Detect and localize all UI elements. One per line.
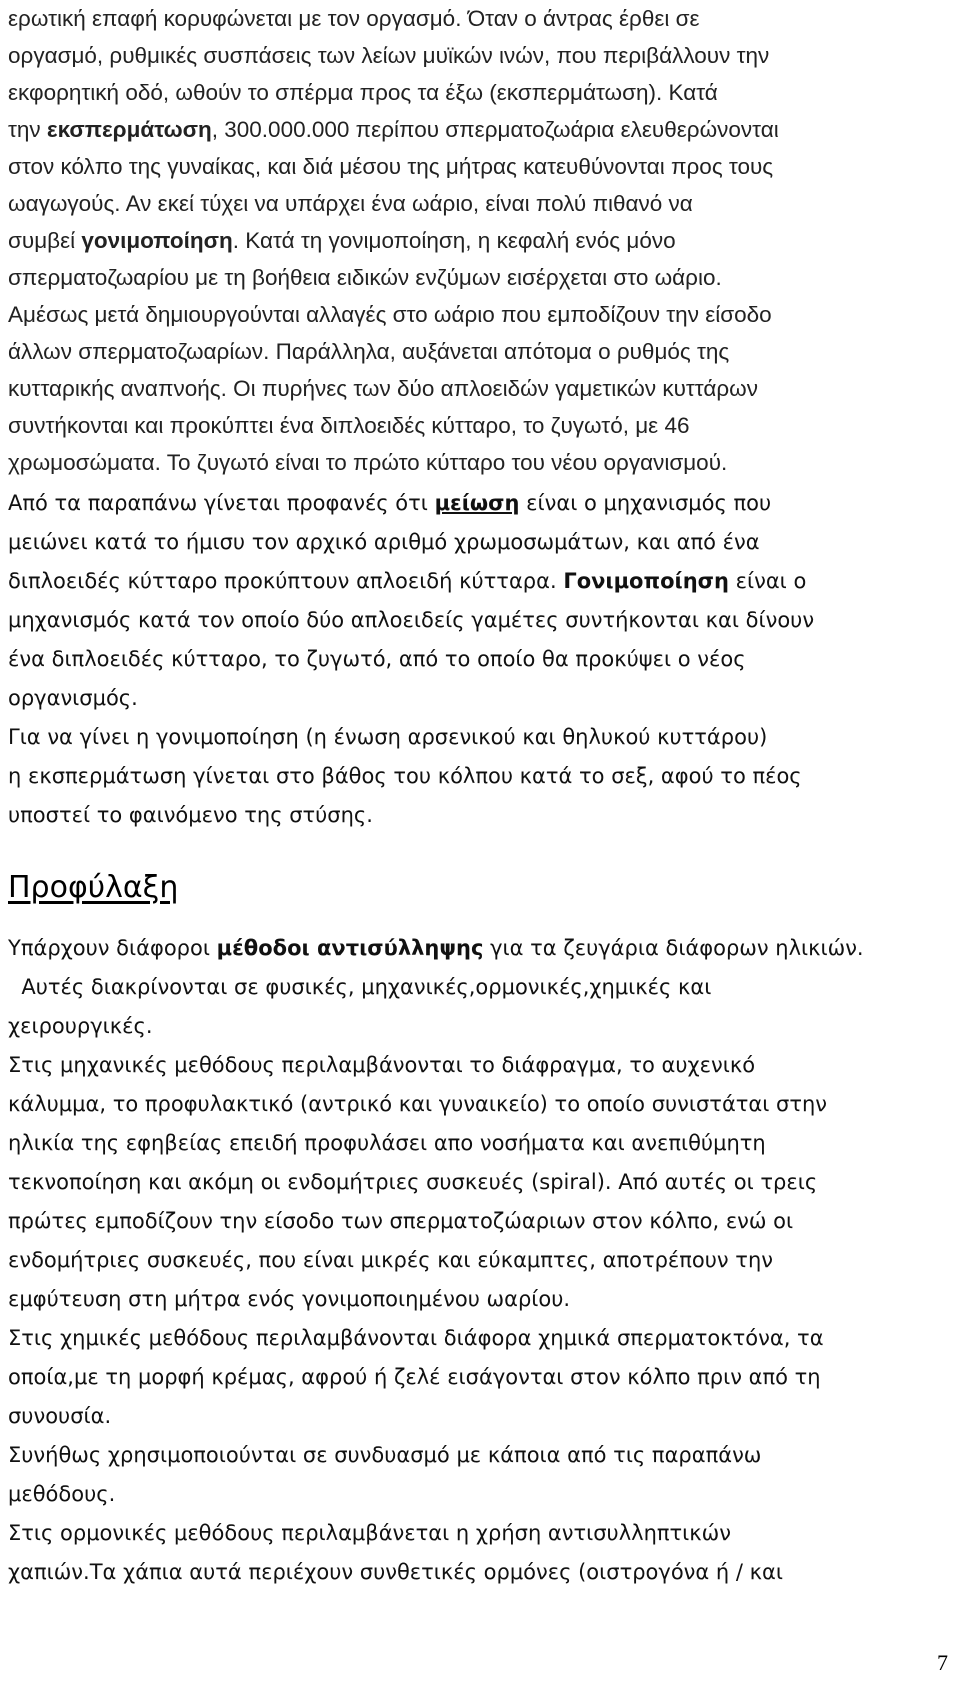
text-line: Στις ορμονικές μεθόδους περιλαμβάνεται η χρήση αντισυλληπτικών bbox=[8, 1521, 731, 1545]
text-line: Συνήθως χρησιμοποιούνται σε συνδυασμό με κάποια από τις παραπάνω bbox=[8, 1443, 762, 1467]
text-line: κυτταρικής αναπνοής. Οι πυρήνες των δύο απλοειδών γαμετικών κυττάρων bbox=[8, 376, 758, 401]
paragraph-meiosis-fertilization bbox=[8, 484, 958, 835]
text-line: άλλων σπερματοζωαρίων. Παράλληλα, αυξάνεται απότομα ο ρυθμός της bbox=[8, 339, 730, 364]
text-span: διπλοειδές κύτταρο προκύπτουν απλοειδή κύτταρα. bbox=[8, 569, 564, 593]
text-span: συμβεί bbox=[8, 228, 82, 253]
text-span: . Κατά τη γονιμοποίηση, η κεφαλή ενός μόνο bbox=[232, 228, 676, 253]
term-ejaculation: εκσπερμάτωση bbox=[46, 117, 212, 142]
text-line: τεκνοποίηση και ακόμη οι ενδομήτριες συσκευές (spiral). Από αυτές οι τρεις bbox=[8, 1170, 818, 1194]
text-line: συντήκονται και προκύπτει ένα διπλοειδές κύτταρο, το ζυγωτό, με 46 bbox=[8, 413, 690, 438]
text-span: για τα ζευγάρια διάφορων ηλικιών. bbox=[483, 936, 864, 960]
text-line: χαπιών.Τα χάπια αυτά περιέχουν συνθετικές ορμόνες (οιστρογόνα ή / και bbox=[8, 1560, 783, 1584]
text-line: ερωτική επαφή κορυφώνεται με τον οργασμό. Όταν ο άντρας έρθει σε bbox=[8, 6, 700, 31]
text-line: χρωμοσώματα. Το ζυγωτό είναι το πρώτο κύτταρο του νέου οργανισμού. bbox=[8, 450, 728, 475]
text-span: , 300.000.000 περίπου σπερματοζωάρια ελευθερώνονται bbox=[211, 117, 779, 142]
page-number: 7 bbox=[937, 1650, 948, 1675]
text-line: ένα διπλοειδές κύτταρο, το ζυγωτό, από το οποίο θα προκύψει ο νέος bbox=[8, 647, 746, 671]
text-line: Στις χημικές μεθόδους περιλαμβάνονται διάφορα χημικά σπερματοκτόνα, τα bbox=[8, 1326, 824, 1350]
text-line: υποστεί το φαινόμενο της στύσης. bbox=[8, 803, 373, 827]
text-line: οποία,με τη μορφή κρέμας, αφρού ή ζελέ εισάγονται στον κόλπο πριν από τη bbox=[8, 1365, 821, 1389]
text-line: Στις μηχανικές μεθόδους περιλαμβάνονται το διάφραγμα, το αυχενικό bbox=[8, 1053, 756, 1077]
term-meiosis: μείωση bbox=[434, 491, 520, 515]
text-line: Για να γίνει η γονιμοποίηση (η ένωση αρσενικού και θηλυκού κυττάρου) bbox=[8, 725, 768, 749]
text-line: στον κόλπο της γυναίκας, και διά μέσου της μήτρας κατευθύνονται προς τους bbox=[8, 154, 774, 179]
text-line bbox=[8, 222, 958, 259]
text-line: Αμέσως μετά δημιουργούνται αλλαγές στο ωάριο που εμποδίζουν την είσοδο bbox=[8, 302, 772, 327]
text-line bbox=[8, 562, 958, 601]
text-line: πρώτες εμποδίζουν την είσοδο των σπερματοζώαριων στον κόλπο, ενώ οι bbox=[8, 1209, 794, 1233]
text-line: σπερματοζωαρίου με τη βοήθεια ειδικών ενζύμων εισέρχεται στο ωάριο. bbox=[8, 265, 722, 290]
text-line: οργασμό, ρυθμικές συσπάσεις των λείων μυϊκών ινών, που περιβάλλουν την bbox=[8, 43, 770, 68]
text-line: η εκσπερμάτωση γίνεται στο βάθος του κόλπου κατά το σεξ, αφού το πέος bbox=[8, 764, 802, 788]
text-span: την bbox=[8, 117, 47, 142]
term-fertilization: Γονιμοποίηση bbox=[563, 569, 729, 593]
text-line: μειώνει κατά το ήμισυ τον αρχικό αριθμό χρωμοσωμάτων, και από ένα bbox=[8, 530, 760, 554]
text-span: είναι ο μηχανισμός που bbox=[519, 491, 772, 515]
text-line: χειρουργικές. bbox=[8, 1014, 153, 1038]
text-line bbox=[8, 484, 958, 523]
text-line: οργανισμός. bbox=[8, 686, 138, 710]
text-line: εκφορητική οδό, ωθούν το σπέρμα προς τα έξω (εκσπερμάτωση). Κατά bbox=[8, 80, 718, 105]
text-line: Αυτές διακρίνονται σε φυσικές, μηχανικές,ορμονικές,χημικές και bbox=[8, 975, 712, 999]
section-heading: Προφύλαξη bbox=[8, 870, 179, 905]
text-span: Υπάρχουν διάφοροι bbox=[8, 936, 217, 960]
text-line: κάλυμμα, το προφυλακτικό (αντρικό και γυναικείο) το οποίο συνιστάται στην bbox=[8, 1092, 828, 1116]
text-line bbox=[8, 929, 958, 968]
text-line: συνουσία. bbox=[8, 1404, 112, 1428]
paragraph-contraception bbox=[8, 929, 958, 1592]
text-line: μηχανισμός κατά τον οποίο δύο απλοειδείς γαμέτες συντήκονται και δίνουν bbox=[8, 608, 815, 632]
term-fertilization: γονιμοποίηση bbox=[81, 228, 233, 253]
paragraph-reproduction bbox=[8, 0, 958, 481]
term-contraception-methods: μέθοδοι αντισύλληψης bbox=[216, 936, 484, 960]
text-span: Από τα παραπάνω γίνεται προφανές ότι bbox=[8, 491, 435, 515]
text-line: ενδομήτριες συσκευές, που είναι μικρές και εύκαμπτες, αποτρέπουν την bbox=[8, 1248, 773, 1272]
text-line: εμφύτευση στη μήτρα ενός γονιμοποιημένου ωαρίου. bbox=[8, 1287, 571, 1311]
text-line: ωαγωγούς. Αν εκεί τύχει να υπάρχει ένα ωάριο, είναι πολύ πιθανό να bbox=[8, 191, 693, 216]
text-line: μεθόδους. bbox=[8, 1482, 116, 1506]
text-span: είναι ο bbox=[728, 569, 807, 593]
text-line: ηλικία της εφηβείας επειδή προφυλάσει απο νοσήματα και ανεπιθύμητη bbox=[8, 1131, 766, 1155]
text-line bbox=[8, 111, 958, 148]
